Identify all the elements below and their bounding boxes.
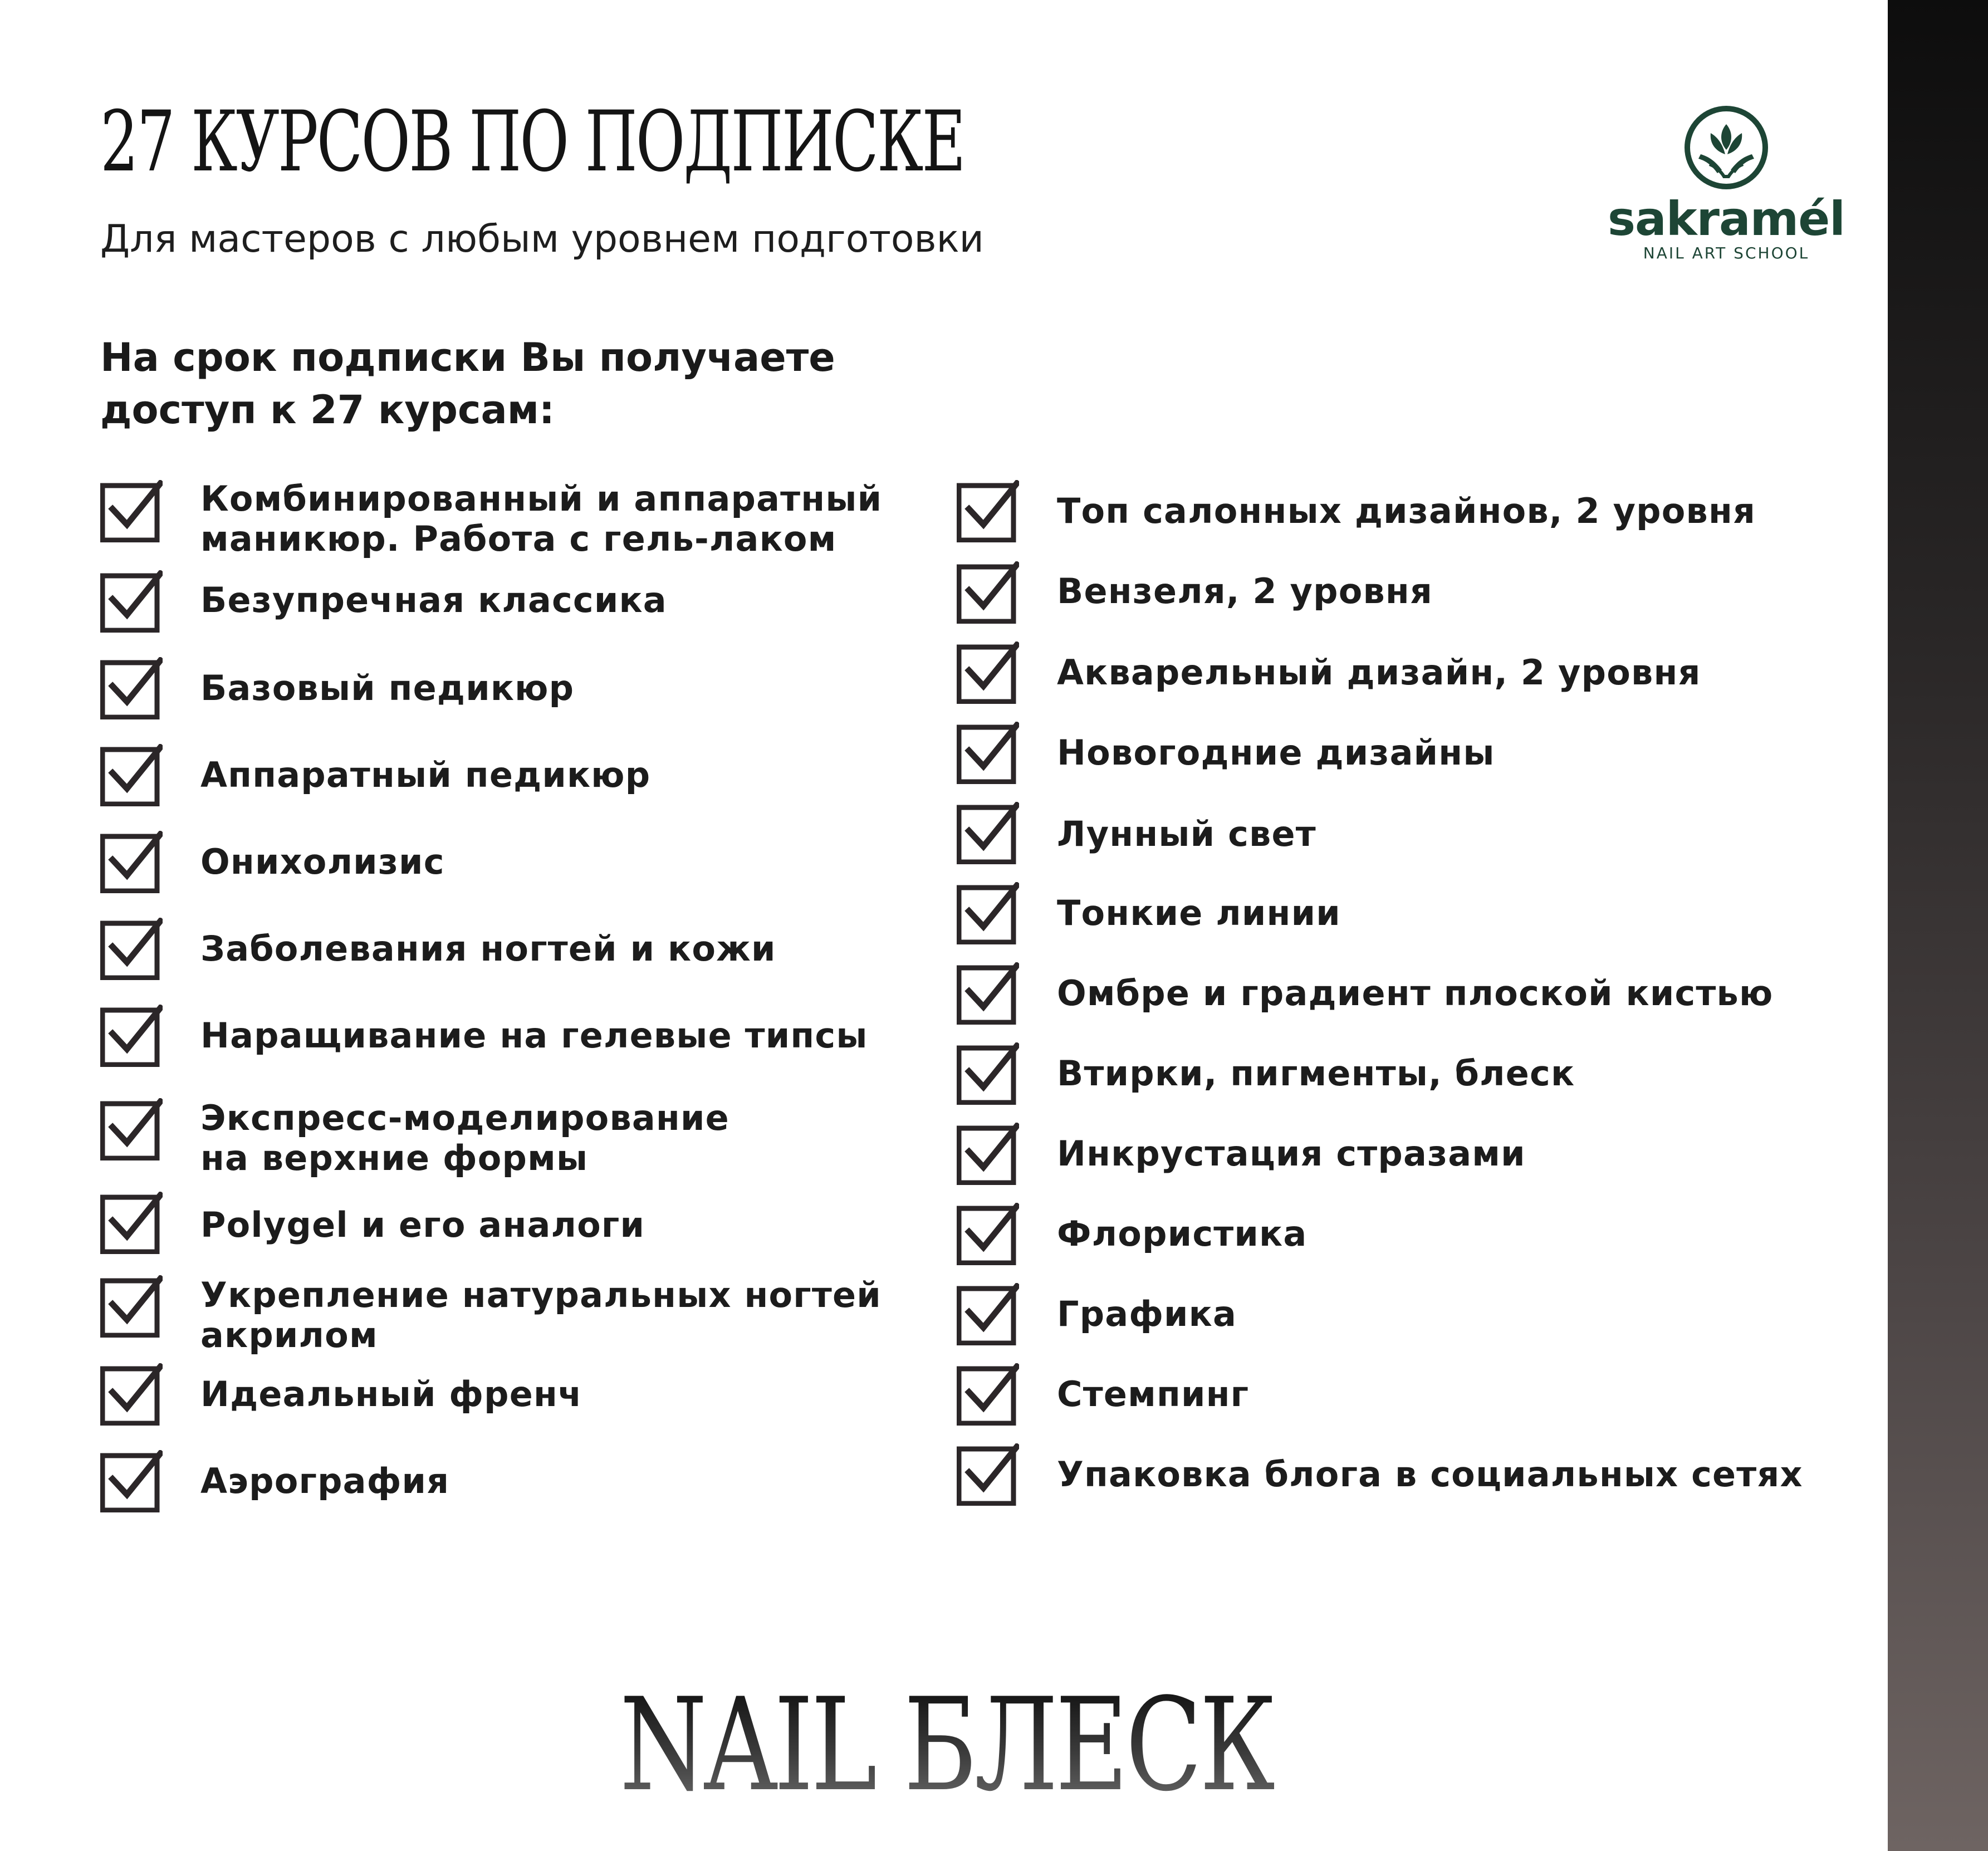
course-label: Наращивание на гелевые типсы	[200, 1015, 868, 1056]
checkbox-checked-icon	[100, 480, 163, 542]
brand-footer	[0, 1671, 1988, 1820]
course-label: Топ салонных дизайнов, 2 уровня	[1057, 491, 1756, 531]
course-label: Графика	[1057, 1294, 1237, 1334]
course-label: Комбинированный и аппаратный маникюр. Работа с гель-лаком	[200, 478, 883, 559]
course-label: Флористика	[1057, 1213, 1308, 1254]
checkbox-checked-icon	[957, 1203, 1019, 1265]
checkbox-checked-icon	[957, 561, 1019, 624]
course-label: Идеальный френч	[200, 1374, 582, 1414]
course-label: Укрепление натуральных ногтей акрилом	[200, 1275, 882, 1355]
page-subtitle: Для мастеров с любым уровнем подготовки	[100, 217, 984, 261]
course-label: Омбре и градиент плоской кистью	[1057, 973, 1774, 1013]
checkbox-checked-icon	[100, 1450, 163, 1512]
logo-wordmark: sakramél	[1608, 192, 1845, 246]
checkbox-checked-icon	[100, 1275, 163, 1338]
course-label: Аппаратный педикюр	[200, 755, 651, 795]
checkbox-checked-icon	[100, 918, 163, 980]
checkbox-checked-icon	[100, 1363, 163, 1426]
checkbox-checked-icon	[100, 1005, 163, 1067]
checkbox-checked-icon	[100, 1192, 163, 1254]
course-label: Онихолизис	[200, 841, 445, 882]
course-label: Инкрустация стразами	[1057, 1133, 1526, 1174]
checkbox-checked-icon	[957, 962, 1019, 1025]
logo-subtitle: NAIL ART SCHOOL	[1643, 244, 1810, 262]
course-label: Polygel и его аналоги	[200, 1204, 645, 1245]
course-label: Втирки, пигменты, блеск	[1057, 1053, 1575, 1094]
course-label: Лунный свет	[1057, 814, 1316, 854]
checkbox-checked-icon	[100, 831, 163, 893]
course-label: Базовый педикюр	[200, 668, 575, 708]
checkbox-checked-icon	[957, 1283, 1019, 1345]
checkbox-checked-icon	[100, 657, 163, 719]
course-label: Заболевания ногтей и кожи	[200, 928, 776, 969]
checkbox-checked-icon	[957, 722, 1019, 784]
checkbox-checked-icon	[957, 642, 1019, 704]
lotus-hands-icon	[1682, 103, 1771, 192]
checkbox-checked-icon	[100, 1098, 163, 1160]
logo	[1604, 103, 1849, 270]
checkbox-checked-icon	[100, 744, 163, 806]
checkbox-checked-icon	[957, 802, 1019, 864]
checkbox-checked-icon	[957, 1123, 1019, 1185]
course-label: Аэрография	[200, 1461, 450, 1501]
checkbox-checked-icon	[100, 570, 163, 633]
course-label: Тонкие линии	[1057, 893, 1341, 933]
checkbox-checked-icon	[957, 1042, 1019, 1105]
course-label: Акварельный дизайн, 2 уровня	[1057, 652, 1701, 693]
checkbox-checked-icon	[957, 1443, 1019, 1506]
course-label: Новогодние дизайны	[1057, 732, 1495, 773]
course-label: Стемпинг	[1057, 1374, 1250, 1414]
course-label: Безупречная классика	[200, 580, 667, 620]
checkbox-checked-icon	[957, 882, 1019, 944]
course-label: Экспресс-моделирование на верхние формы	[200, 1098, 729, 1178]
brand-name: NAIL БЛЕСК	[619, 1671, 1274, 1820]
course-label: Вензеля, 2 уровня	[1057, 571, 1433, 611]
course-label: Упаковка блога в социальных сетях	[1057, 1454, 1803, 1495]
side-gradient-bar	[1888, 0, 1988, 1851]
checkbox-checked-icon	[957, 1363, 1019, 1426]
intro-text: На срок подписки Вы получаете доступ к 27 курсам:	[100, 335, 835, 433]
page-title: 27 КУРСОВ ПО ПОДПИСКЕ	[100, 94, 964, 190]
checkbox-checked-icon	[957, 480, 1019, 542]
